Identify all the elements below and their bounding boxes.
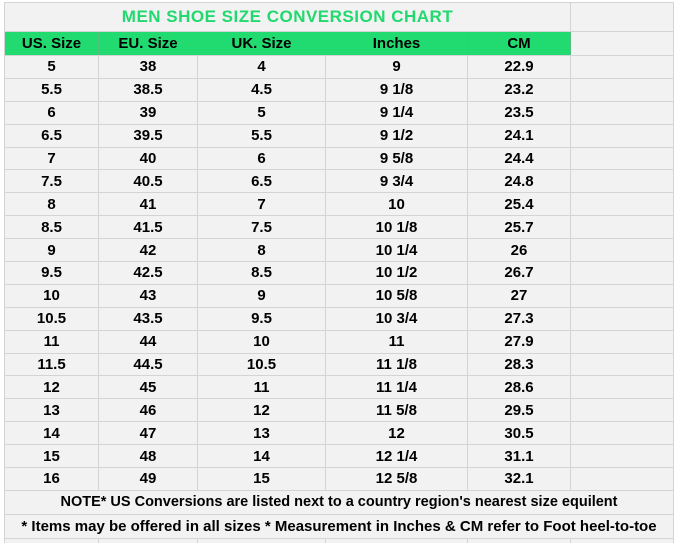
empty-cell — [571, 422, 674, 445]
cell-uk-size: 10.5 — [198, 353, 326, 376]
cell-inches: 11 1/8 — [326, 353, 468, 376]
table-row — [5, 170, 674, 193]
empty-cell — [571, 538, 674, 543]
cell-uk-size: 9.5 — [198, 307, 326, 330]
cell-cm: 24.8 — [468, 170, 571, 193]
cell-uk-size: 15 — [198, 468, 326, 491]
table-row — [5, 468, 674, 491]
column-header-uk-size: UK. Size — [198, 32, 326, 56]
cell-cm: 27.9 — [468, 330, 571, 353]
cell-eu-size: 47 — [99, 422, 198, 445]
cell-us-size: 12 — [5, 376, 99, 399]
cell-us-size: 11.5 — [5, 353, 99, 376]
cell-eu-size: 43.5 — [99, 307, 198, 330]
cell-eu-size: 42 — [99, 239, 198, 262]
cell-inches: 10 5/8 — [326, 284, 468, 307]
empty-cell — [571, 147, 674, 170]
cell-uk-size: 9 — [198, 284, 326, 307]
cell-cm: 25.7 — [468, 216, 571, 239]
cell-uk-size: 14 — [198, 445, 326, 468]
cell-eu-size: 44.5 — [99, 353, 198, 376]
cell-cm: 25.4 — [468, 193, 571, 216]
cell-cm: 24.4 — [468, 147, 571, 170]
note-row — [5, 490, 674, 514]
cell-us-size: 16 — [5, 468, 99, 491]
cell-cm: 27.3 — [468, 307, 571, 330]
cell-us-size: 5 — [5, 56, 99, 79]
empty-cell — [571, 170, 674, 193]
cell-cm: 23.2 — [468, 78, 571, 101]
empty-cell — [571, 32, 674, 56]
table-row — [5, 101, 674, 124]
cell-inches: 11 5/8 — [326, 399, 468, 422]
table-row — [5, 284, 674, 307]
cell-uk-size: 11 — [198, 376, 326, 399]
table-row — [5, 239, 674, 262]
cell-us-size: 6 — [5, 101, 99, 124]
note-text: * Items may be offered in all sizes * Measurement in Inches & CM refer to Foot heel-to-toe — [5, 514, 674, 538]
cell-uk-size: 6 — [198, 147, 326, 170]
cell-uk-size: 8.5 — [198, 262, 326, 285]
cell-us-size: 14 — [5, 422, 99, 445]
empty-cell — [571, 193, 674, 216]
cell-eu-size: 49 — [99, 468, 198, 491]
cell-eu-size: 42.5 — [99, 262, 198, 285]
cell-inches: 9 3/4 — [326, 170, 468, 193]
cell-eu-size: 43 — [99, 284, 198, 307]
cell-cm: 31.1 — [468, 445, 571, 468]
cell-us-size: 9 — [5, 239, 99, 262]
cell-cm: 28.3 — [468, 353, 571, 376]
cell-cm: 26 — [468, 239, 571, 262]
cell-eu-size: 38 — [99, 56, 198, 79]
empty-cell — [571, 3, 674, 32]
table-row — [5, 399, 674, 422]
cell-inches: 9 1/4 — [326, 101, 468, 124]
table-row — [5, 376, 674, 399]
cell-cm: 27 — [468, 284, 571, 307]
cell-cm: 24.1 — [468, 124, 571, 147]
cell-us-size: 5.5 — [5, 78, 99, 101]
cell-uk-size: 8 — [198, 239, 326, 262]
cell-uk-size: 12 — [198, 399, 326, 422]
empty-cell — [99, 538, 198, 543]
cell-cm: 26.7 — [468, 262, 571, 285]
cell-eu-size: 44 — [99, 330, 198, 353]
cell-us-size: 10.5 — [5, 307, 99, 330]
empty-cell — [571, 330, 674, 353]
header-row — [5, 32, 674, 56]
cell-eu-size: 41.5 — [99, 216, 198, 239]
cell-inches: 10 3/4 — [326, 307, 468, 330]
cell-inches: 9 — [326, 56, 468, 79]
table-row — [5, 445, 674, 468]
cell-eu-size: 45 — [99, 376, 198, 399]
cell-us-size: 6.5 — [5, 124, 99, 147]
table-row — [5, 330, 674, 353]
cell-inches: 10 1/8 — [326, 216, 468, 239]
table-row — [5, 422, 674, 445]
cell-uk-size: 6.5 — [198, 170, 326, 193]
empty-cell — [571, 101, 674, 124]
empty-cell — [571, 216, 674, 239]
table-row — [5, 56, 674, 79]
cell-inches: 11 — [326, 330, 468, 353]
cell-cm: 29.5 — [468, 399, 571, 422]
cell-eu-size: 40 — [99, 147, 198, 170]
table-row — [5, 147, 674, 170]
conversion-table — [4, 2, 674, 543]
empty-cell — [5, 538, 99, 543]
cell-eu-size: 46 — [99, 399, 198, 422]
cell-uk-size: 13 — [198, 422, 326, 445]
cell-inches: 9 1/8 — [326, 78, 468, 101]
empty-cell — [571, 445, 674, 468]
cell-inches: 12 5/8 — [326, 468, 468, 491]
empty-cell — [326, 538, 468, 543]
empty-cell — [571, 353, 674, 376]
partial-bottom-row — [5, 538, 674, 543]
cell-inches: 9 1/2 — [326, 124, 468, 147]
cell-eu-size: 40.5 — [99, 170, 198, 193]
cell-uk-size: 4.5 — [198, 78, 326, 101]
empty-cell — [571, 239, 674, 262]
empty-cell — [571, 78, 674, 101]
table-row — [5, 216, 674, 239]
empty-cell — [571, 284, 674, 307]
cell-uk-size: 4 — [198, 56, 326, 79]
column-header-inches: Inches — [326, 32, 468, 56]
cell-cm: 22.9 — [468, 56, 571, 79]
table-row — [5, 353, 674, 376]
table-row — [5, 307, 674, 330]
column-header-us-size: US. Size — [5, 32, 99, 56]
cell-inches: 10 1/2 — [326, 262, 468, 285]
cell-inches: 12 1/4 — [326, 445, 468, 468]
empty-cell — [571, 56, 674, 79]
empty-cell — [571, 124, 674, 147]
cell-inches: 11 1/4 — [326, 376, 468, 399]
cell-uk-size: 5 — [198, 101, 326, 124]
cell-eu-size: 38.5 — [99, 78, 198, 101]
cell-inches: 10 1/4 — [326, 239, 468, 262]
cell-us-size: 9.5 — [5, 262, 99, 285]
cell-cm: 32.1 — [468, 468, 571, 491]
cell-cm: 30.5 — [468, 422, 571, 445]
table-row — [5, 124, 674, 147]
cell-eu-size: 39.5 — [99, 124, 198, 147]
cell-us-size: 7.5 — [5, 170, 99, 193]
note-text: NOTE* US Conversions are listed next to a country region's nearest size equilent — [5, 490, 674, 514]
cell-inches: 9 5/8 — [326, 147, 468, 170]
column-header-cm: CM — [468, 32, 571, 56]
table-row — [5, 193, 674, 216]
empty-cell — [571, 376, 674, 399]
table-row — [5, 78, 674, 101]
cell-uk-size: 5.5 — [198, 124, 326, 147]
title-row — [5, 3, 674, 32]
cell-inches: 12 — [326, 422, 468, 445]
column-header-eu-size: EU. Size — [99, 32, 198, 56]
cell-us-size: 8 — [5, 193, 99, 216]
cell-cm: 23.5 — [468, 101, 571, 124]
empty-cell — [571, 399, 674, 422]
cell-inches: 10 — [326, 193, 468, 216]
cell-cm: 28.6 — [468, 376, 571, 399]
empty-cell — [571, 468, 674, 491]
cell-eu-size: 48 — [99, 445, 198, 468]
cell-us-size: 13 — [5, 399, 99, 422]
empty-cell — [198, 538, 326, 543]
cell-eu-size: 41 — [99, 193, 198, 216]
empty-cell — [468, 538, 571, 543]
cell-us-size: 10 — [5, 284, 99, 307]
cell-us-size: 15 — [5, 445, 99, 468]
note-row — [5, 514, 674, 538]
table-body — [5, 56, 674, 491]
empty-cell — [571, 307, 674, 330]
cell-eu-size: 39 — [99, 101, 198, 124]
cell-us-size: 7 — [5, 147, 99, 170]
cell-us-size: 11 — [5, 330, 99, 353]
cell-us-size: 8.5 — [5, 216, 99, 239]
empty-cell — [571, 262, 674, 285]
table-row — [5, 262, 674, 285]
page-title: MEN SHOE SIZE CONVERSION CHART — [5, 3, 571, 32]
cell-uk-size: 7.5 — [198, 216, 326, 239]
cell-uk-size: 7 — [198, 193, 326, 216]
cell-uk-size: 10 — [198, 330, 326, 353]
